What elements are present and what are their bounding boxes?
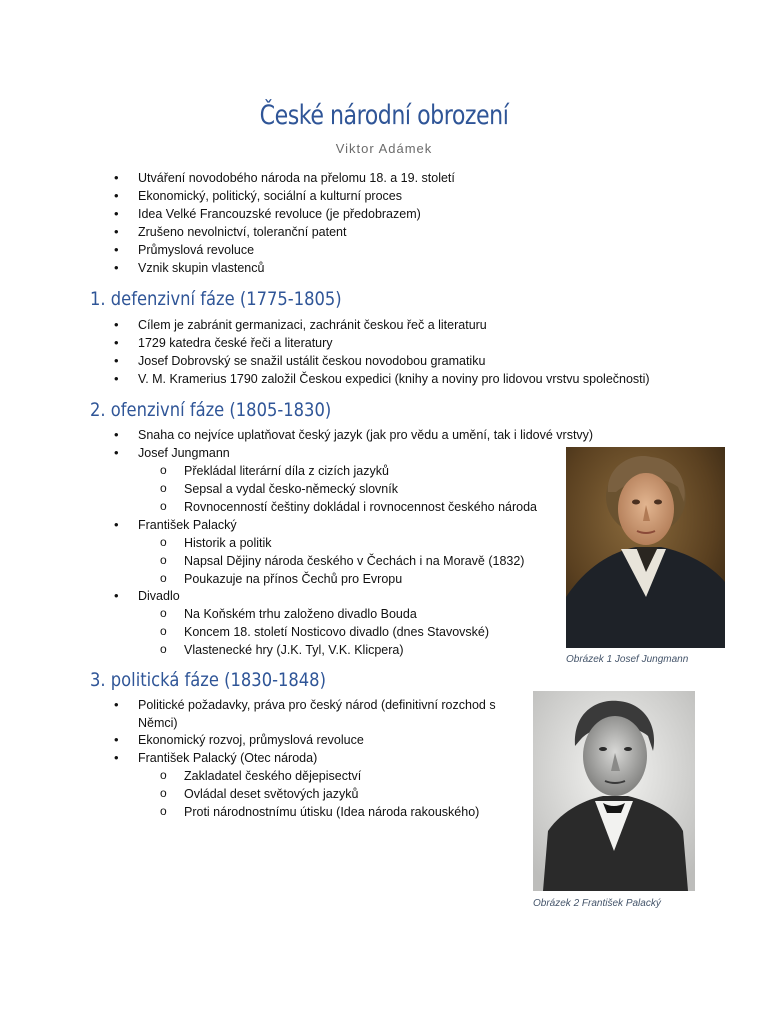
sub-list-item: o Napsal Dějiny národa českého v Čechách i na Moravě (1832) (184, 552, 524, 570)
list-item: • V. M. Kramerius 1790 založil Českou expedici (knihy a noviny pro lidovou vrstvu společnosti) (138, 370, 650, 388)
list-item-palacky-otec: • František Palacký (Otec národa) (138, 749, 317, 767)
list-item-divadlo: • Divadlo (138, 587, 180, 605)
list-item-palacky: • František Palacký (138, 516, 237, 534)
list-item-jungmann: • Josef Jungmann (138, 444, 230, 462)
list-item: • Průmyslová revoluce (138, 241, 254, 259)
sub-list-item: o Vlastenecké hry (J.K. Tyl, V.K. Klicpera) (184, 641, 404, 659)
list-item: • Ekonomický rozvoj, průmyslová revoluce (138, 731, 364, 749)
sub-list-item: o Ovládal deset světových jazyků (184, 785, 358, 803)
sub-list-item: o Zakladatel českého dějepisectví (184, 767, 361, 785)
document-author: Viktor Adámek (335, 141, 433, 156)
list-item: • Zrušeno nevolnictví, toleranční patent (138, 223, 346, 241)
sub-list-item: o Proti národnostnímu útisku (Idea národa rakouského) (184, 803, 479, 821)
section-heading-defenzivni: 1. defenzivní fáze (1775-1805) (90, 288, 342, 310)
sub-list-item: o Poukazuje na přínos Čechů pro Evropu (184, 570, 402, 588)
list-item: • Ekonomický, politický, sociální a kulturní proces (138, 187, 402, 205)
document-title: České národní obrození (259, 100, 509, 131)
list-item: • Josef Dobrovský se snažil ustálit českou novodobou gramatiku (138, 352, 485, 370)
list-item: • Vznik skupin vlastenců (138, 259, 264, 277)
sub-list-item: o Překládal literární díla z cizích jazyků (184, 462, 389, 480)
list-item: • 1729 katedra české řeči a literatury (138, 334, 333, 352)
list-item: • Cílem je zabránit germanizaci, zachránit českou řeč a literaturu (138, 316, 487, 334)
sub-list-item: o Koncem 18. století Nosticovo divadlo (dnes Stavovské) (184, 623, 489, 641)
figure-1-caption: Obrázek 1 Josef Jungmann (566, 654, 689, 665)
figure-2-caption: Obrázek 2 František Palacký (533, 898, 661, 909)
section-heading-politicka: 3. politická fáze (1830-1848) (90, 669, 326, 691)
sub-list-item: o Rovnocenností češtiny dokládal i rovnocennost českého národa (184, 498, 537, 516)
list-item: • Politické požadavky, práva pro český národ (definitivní rozchod s Němci) (138, 696, 503, 732)
sub-list-item: o Na Koňském trhu založeno divadlo Bouda (184, 605, 417, 623)
list-item: • Utváření novodobého národa na přelomu 18. a 19. století (138, 169, 455, 187)
sub-list-item: o Sepsal a vydal česko-německý slovník (184, 480, 398, 498)
jungmann-portrait-image (566, 447, 725, 648)
section-heading-ofenzivni: 2. ofenzivní fáze (1805-1830) (90, 399, 332, 421)
sub-list-item: o Historik a politik (184, 534, 272, 552)
list-item: • Snaha co nejvíce uplatňovat český jazyk (jak pro vědu a umění, tak i lidové vrstvy) (138, 426, 593, 444)
palacky-portrait-image (533, 691, 695, 891)
list-item: • Idea Velké Francouzské revoluce (je předobrazem) (138, 205, 421, 223)
